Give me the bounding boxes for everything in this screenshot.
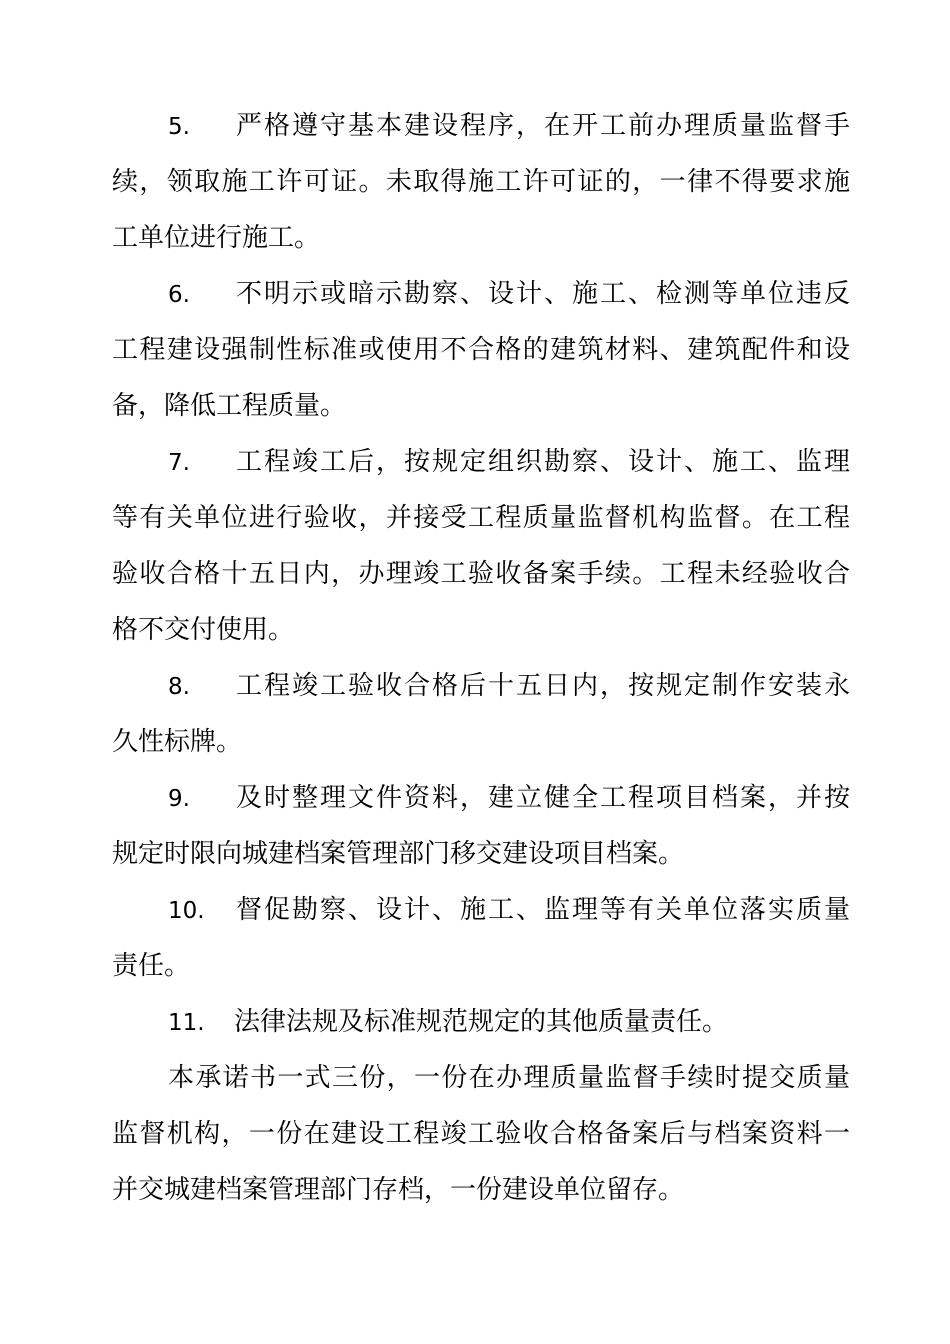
item-number: 11. <box>168 1010 205 1036</box>
item-number: 8. <box>168 674 190 700</box>
item-10-line-1 <box>112 882 850 938</box>
item-number: 7. <box>168 450 190 476</box>
item-number: 5. <box>168 114 190 140</box>
item-text: 督促勘察、设计、施工、监理等有关单位落实质量 <box>234 895 850 925</box>
item-7-line-2: 等有关单位进行验收，并接受工程质量监督机构监督。在工程 <box>112 503 850 533</box>
item-9-line-2: 规定时限向城建档案管理部门移交建设项目档案。 <box>112 839 685 869</box>
item-text: 法律法规及标准规范规定的其他质量责任。 <box>234 1007 729 1037</box>
item-8-line-1 <box>112 658 850 714</box>
item-number: 9. <box>168 786 190 812</box>
item-6-line-1 <box>112 266 850 322</box>
item-text: 严格遵守基本建设程序，在开工前办理质量监督手 <box>234 111 850 141</box>
item-11-line-1 <box>112 994 850 1050</box>
item-7-line-3: 验收合格十五日内，办理竣工验收备案手续。工程未经验收合 <box>112 559 850 589</box>
item-8-line-2: 久性标牌。 <box>112 727 243 757</box>
item-6-line-2: 工程建设强制性标准或使用不合格的建筑材料、建筑配件和设 <box>112 335 850 365</box>
item-text: 及时整理文件资料，建立健全工程项目档案，并按 <box>234 783 850 813</box>
item-9-line-1 <box>112 770 850 826</box>
item-7-line-4: 格不交付使用。 <box>112 615 295 645</box>
closing-line-3: 并交城建档案管理部门存档，一份建设单位留存。 <box>112 1175 685 1205</box>
document-body <box>112 98 850 1218</box>
closing-line-1: 本承诺书一式三份，一份在办理质量监督手续时提交质量 <box>168 1063 850 1093</box>
item-6-line-3: 备，降低工程质量。 <box>112 391 347 421</box>
item-10-line-2: 责任。 <box>112 951 191 981</box>
item-number: 10. <box>168 898 205 924</box>
item-text: 工程竣工验收合格后十五日内，按规定制作安装永 <box>234 671 850 701</box>
item-5-line-2: 续，领取施工许可证。未取得施工许可证的，一律不得要求施 <box>112 167 850 197</box>
item-number: 6. <box>168 282 190 308</box>
item-5-line-1 <box>112 98 850 154</box>
item-5-line-3: 工单位进行施工。 <box>112 223 321 253</box>
item-text: 工程竣工后，按规定组织勘察、设计、施工、监理 <box>234 447 850 477</box>
item-text: 不明示或暗示勘察、设计、施工、检测等单位违反 <box>234 279 850 309</box>
item-7-line-1 <box>112 434 850 490</box>
closing-line-2: 监督机构，一份在建设工程竣工验收合格备案后与档案资料一 <box>112 1119 850 1149</box>
